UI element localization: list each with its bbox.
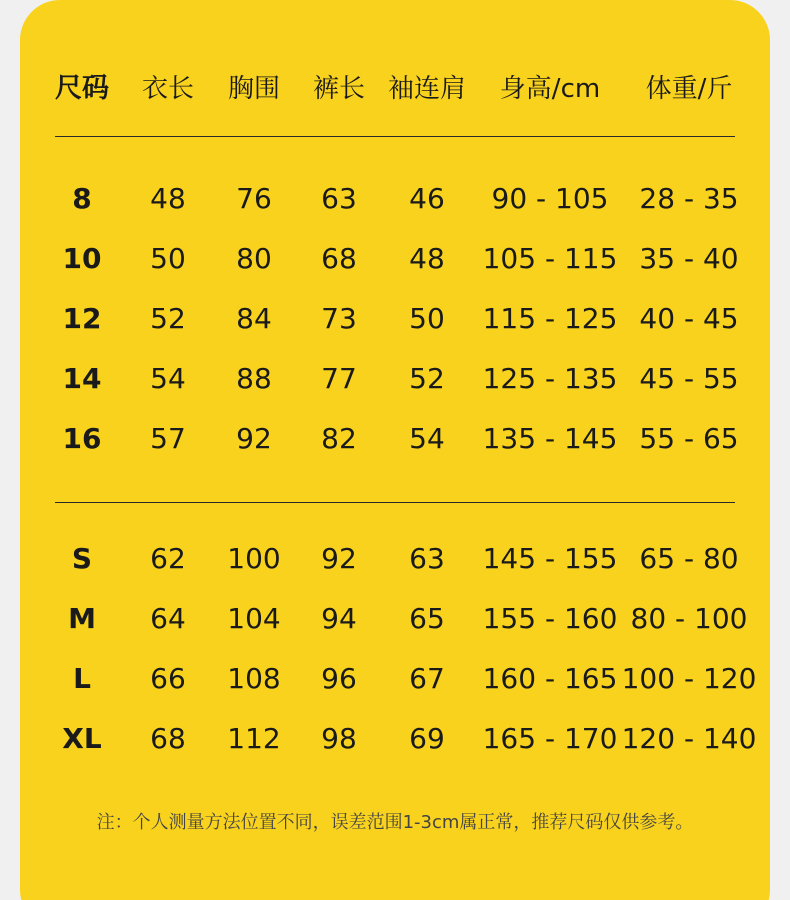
pants-length-cell: 82	[321, 422, 357, 455]
table-row	[20, 659, 770, 699]
weight-cell: 28 - 35	[639, 182, 739, 215]
height-cell: 155 - 160	[482, 602, 618, 635]
header-pants-length: 裤长	[312, 74, 366, 104]
weight-cell: 100 - 120	[621, 662, 757, 695]
length-cell: 57	[150, 422, 186, 455]
pants-length-cell: 98	[321, 722, 357, 755]
chest-cell: 80	[236, 242, 272, 275]
length-cell: 54	[150, 362, 186, 395]
chest-cell: 76	[236, 182, 272, 215]
length-cell: 68	[150, 722, 186, 755]
pants-length-cell: 96	[321, 662, 357, 695]
sleeve-cell: 67	[409, 662, 445, 695]
weight-cell: 45 - 55	[639, 362, 739, 395]
sleeve-cell: 65	[409, 602, 445, 635]
sleeve-cell: 54	[409, 422, 445, 455]
weight-cell: 120 - 140	[621, 722, 757, 755]
table-row	[20, 719, 770, 759]
length-cell: 66	[150, 662, 186, 695]
header-weight: 体重/斤	[645, 74, 733, 104]
size-cell: 16	[62, 422, 102, 455]
weight-cell: 40 - 45	[639, 302, 739, 335]
weight-cell: 80 - 100	[630, 602, 748, 635]
length-cell: 50	[150, 242, 186, 275]
chest-cell: 104	[227, 602, 281, 635]
height-cell: 135 - 145	[482, 422, 618, 455]
table-row	[20, 359, 770, 399]
table-row	[20, 239, 770, 279]
table-row	[20, 179, 770, 219]
pants-length-cell: 94	[321, 602, 357, 635]
length-cell: 64	[150, 602, 186, 635]
table-row	[20, 419, 770, 459]
sleeve-cell: 50	[409, 302, 445, 335]
weight-cell: 65 - 80	[639, 542, 739, 575]
size-cell: L	[73, 662, 91, 695]
size-cell: 14	[62, 362, 102, 395]
length-cell: 52	[150, 302, 186, 335]
pants-length-cell: 77	[321, 362, 357, 395]
weight-cell: 35 - 40	[639, 242, 739, 275]
header-size: 尺码	[55, 73, 109, 104]
header-height: 身高/cm	[499, 74, 601, 104]
chest-cell: 112	[227, 722, 281, 755]
size-cell: S	[71, 542, 93, 575]
section-divider	[55, 502, 735, 503]
height-cell: 165 - 170	[482, 722, 618, 755]
header-sleeve: 袖连肩	[387, 74, 467, 104]
size-cell: XL	[62, 722, 102, 755]
header-divider	[55, 136, 735, 137]
sleeve-cell: 52	[409, 362, 445, 395]
measurement-note: 注：个人测量方法位置不同，误差范围1-3cm属正常，推荐尺码仅供参考。	[96, 812, 694, 833]
table-row	[20, 599, 770, 639]
chest-cell: 84	[236, 302, 272, 335]
sleeve-cell: 48	[409, 242, 445, 275]
chest-cell: 108	[227, 662, 281, 695]
size-cell: 12	[62, 302, 102, 335]
size-cell: 10	[62, 242, 102, 275]
header-length: 衣长	[141, 74, 195, 104]
height-cell: 105 - 115	[482, 242, 618, 275]
chest-cell: 92	[236, 422, 272, 455]
sleeve-cell: 46	[409, 182, 445, 215]
chest-cell: 100	[227, 542, 281, 575]
table-row	[20, 299, 770, 339]
weight-cell: 55 - 65	[639, 422, 739, 455]
table-header-row	[20, 69, 770, 109]
chest-cell: 88	[236, 362, 272, 395]
height-cell: 90 - 105	[491, 182, 609, 215]
height-cell: 115 - 125	[482, 302, 618, 335]
length-cell: 62	[150, 542, 186, 575]
height-cell: 125 - 135	[482, 362, 618, 395]
size-cell: 8	[72, 182, 92, 215]
header-chest: 胸围	[227, 74, 281, 104]
height-cell: 160 - 165	[482, 662, 618, 695]
length-cell: 48	[150, 182, 186, 215]
size-cell: M	[68, 602, 96, 635]
table-row	[20, 539, 770, 579]
sleeve-cell: 63	[409, 542, 445, 575]
pants-length-cell: 63	[321, 182, 357, 215]
sleeve-cell: 69	[409, 722, 445, 755]
pants-length-cell: 68	[321, 242, 357, 275]
pants-length-cell: 92	[321, 542, 357, 575]
pants-length-cell: 73	[321, 302, 357, 335]
height-cell: 145 - 155	[482, 542, 618, 575]
